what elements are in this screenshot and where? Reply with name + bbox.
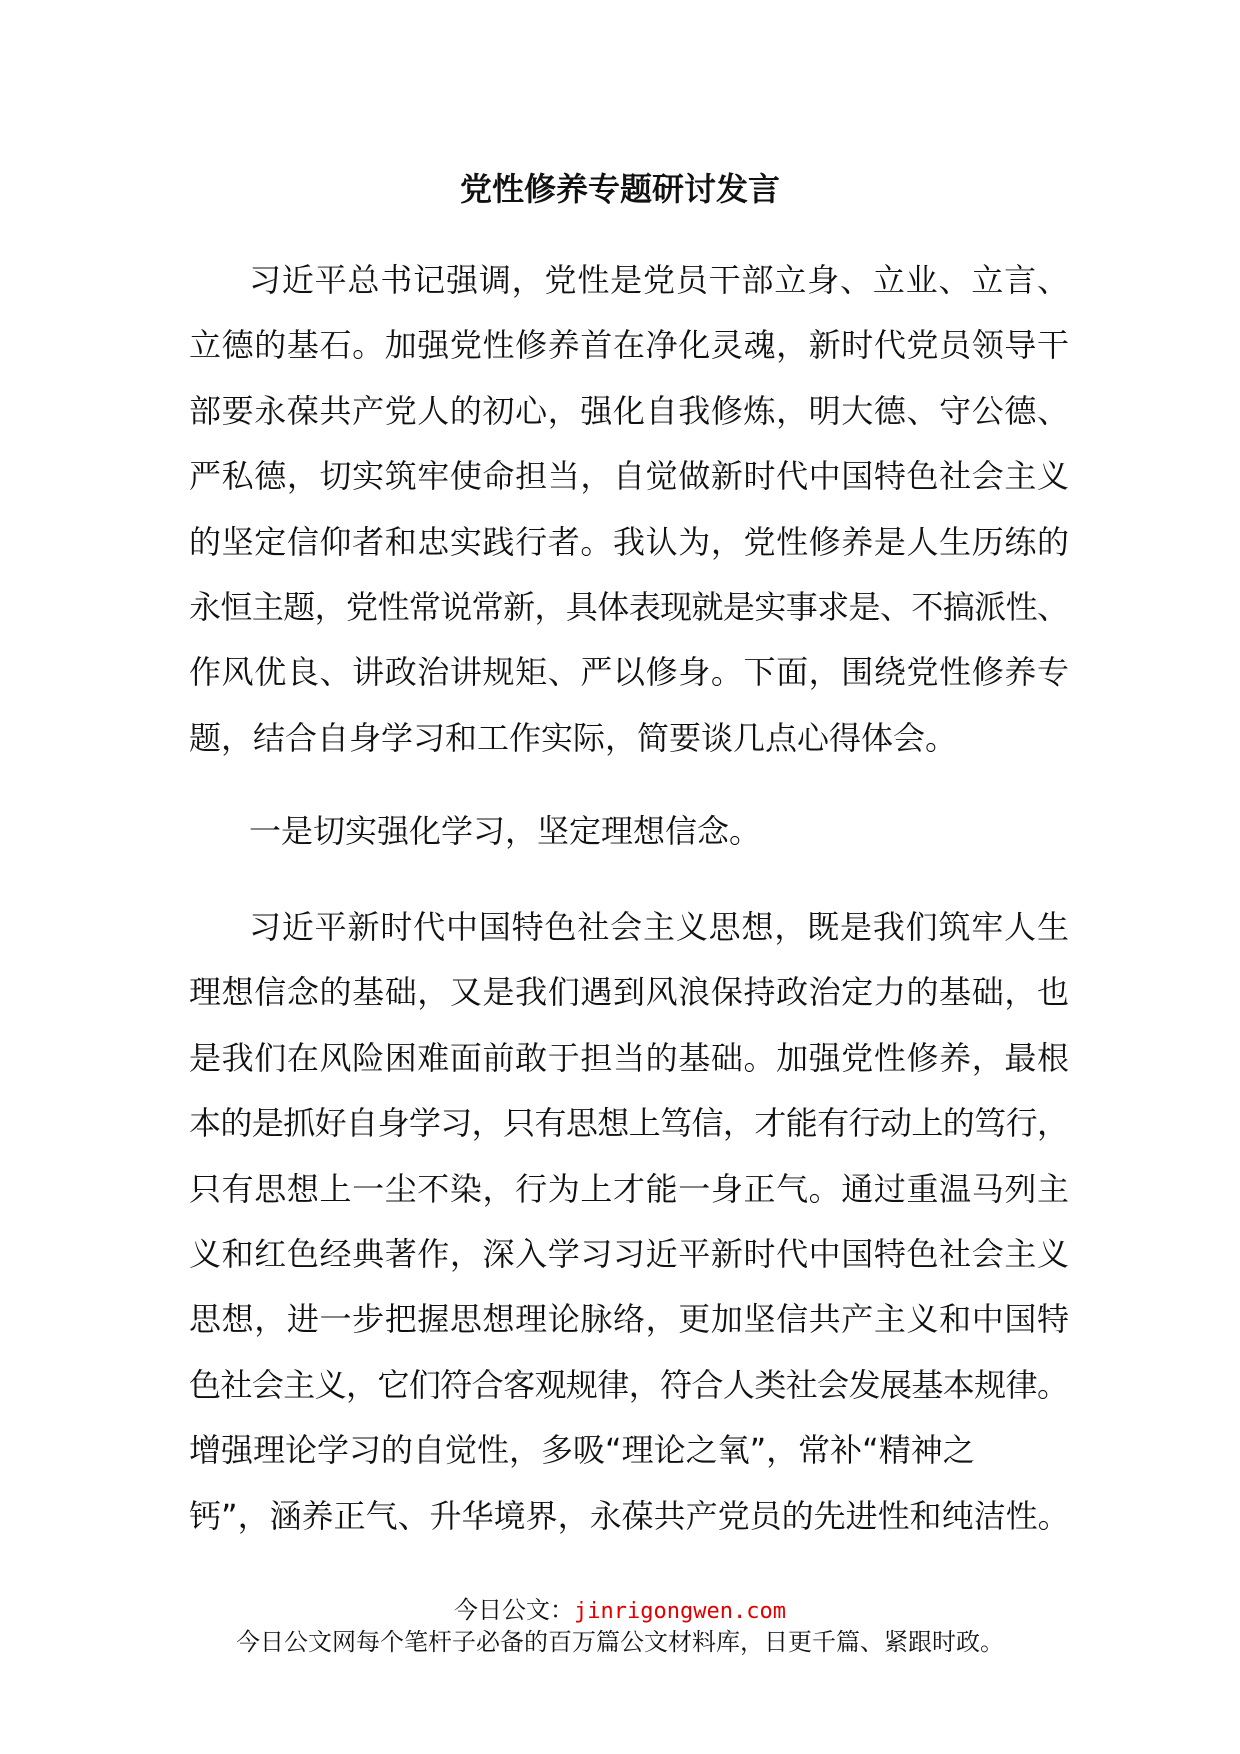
text-line: 题，结合自身学习和工作实际，简要谈几点心得体会。 (189, 718, 958, 757)
text-line: 色社会主义，它们符合客观规律，符合人类社会发展基本规律。 (189, 1365, 1069, 1404)
text-line: 严私德，切实筑牢使命担当，自觉做新时代中国特色社会主义 (189, 457, 1070, 496)
paragraph-study (189, 895, 1069, 1549)
paragraph-intro (189, 248, 1069, 771)
text-line: 只有思想上一尘不染，行为上才能一身正气。通过重温马列主 (189, 1169, 1070, 1208)
footer-slogan: 今日公文网每个笔杆子必备的百万篇公文材料库，日更千篇、紧跟时政。 (236, 1628, 1004, 1656)
text-line: 增强理论学习的自觉性，多吸“理论之氧”，常补“精神之 (189, 1431, 975, 1470)
text-line: 一是切实强化学习，坚定理想信念。 (249, 812, 762, 850)
footer-label: 今日公文： (454, 1596, 575, 1624)
text-line: 作风优良、讲政治讲规矩、严以修身。下面，围绕党性修养专 (189, 653, 1070, 692)
text-line: 部要永葆共产党人的初心，强化自我修炼，明大德、守公德、 (189, 391, 1070, 430)
footer-url-link[interactable]: jinrigongwen.com (574, 1599, 786, 1624)
text-line: 思想，进一步把握思想理论脉络，更加坚信共产主义和中国特 (189, 1300, 1070, 1339)
text-line: 钙”，涵养正气、升华境界，永葆共产党员的先进性和纯洁性。 (189, 1496, 1070, 1535)
text-line: 习近平总书记强调，党性是党员干部立身、立业、立言、 (249, 261, 1070, 299)
document-title: 党性修养专题研讨发言 (459, 170, 780, 208)
text-line: 永恒主题，党性常说常新，具体表现就是实事求是、不搞派性、 (189, 587, 1069, 626)
text-line: 是我们在风险困难面前敢于担当的基础。加强党性修养，最根 (189, 1038, 1070, 1077)
text-line: 义和红色经典著作，深入学习习近平新时代中国特色社会主义 (189, 1234, 1070, 1273)
footer-source (0, 1594, 1240, 1628)
text-line: 的坚定信仰者和忠实践行者。我认为，党性修养是人生历练的 (189, 522, 1070, 561)
text-line: 本的是抓好自身学习，只有思想上笃信，才能有行动上的笃行， (189, 1104, 1069, 1143)
section-heading (189, 799, 1069, 864)
text-line: 立德的基石。加强党性修养首在净化灵魂，新时代党员领导干 (189, 326, 1070, 365)
text-line: 习近平新时代中国特色社会主义思想，既是我们筑牢人生 (249, 908, 1070, 946)
text-line: 理想信念的基础，又是我们遇到风浪保持政治定力的基础，也 (189, 973, 1070, 1012)
